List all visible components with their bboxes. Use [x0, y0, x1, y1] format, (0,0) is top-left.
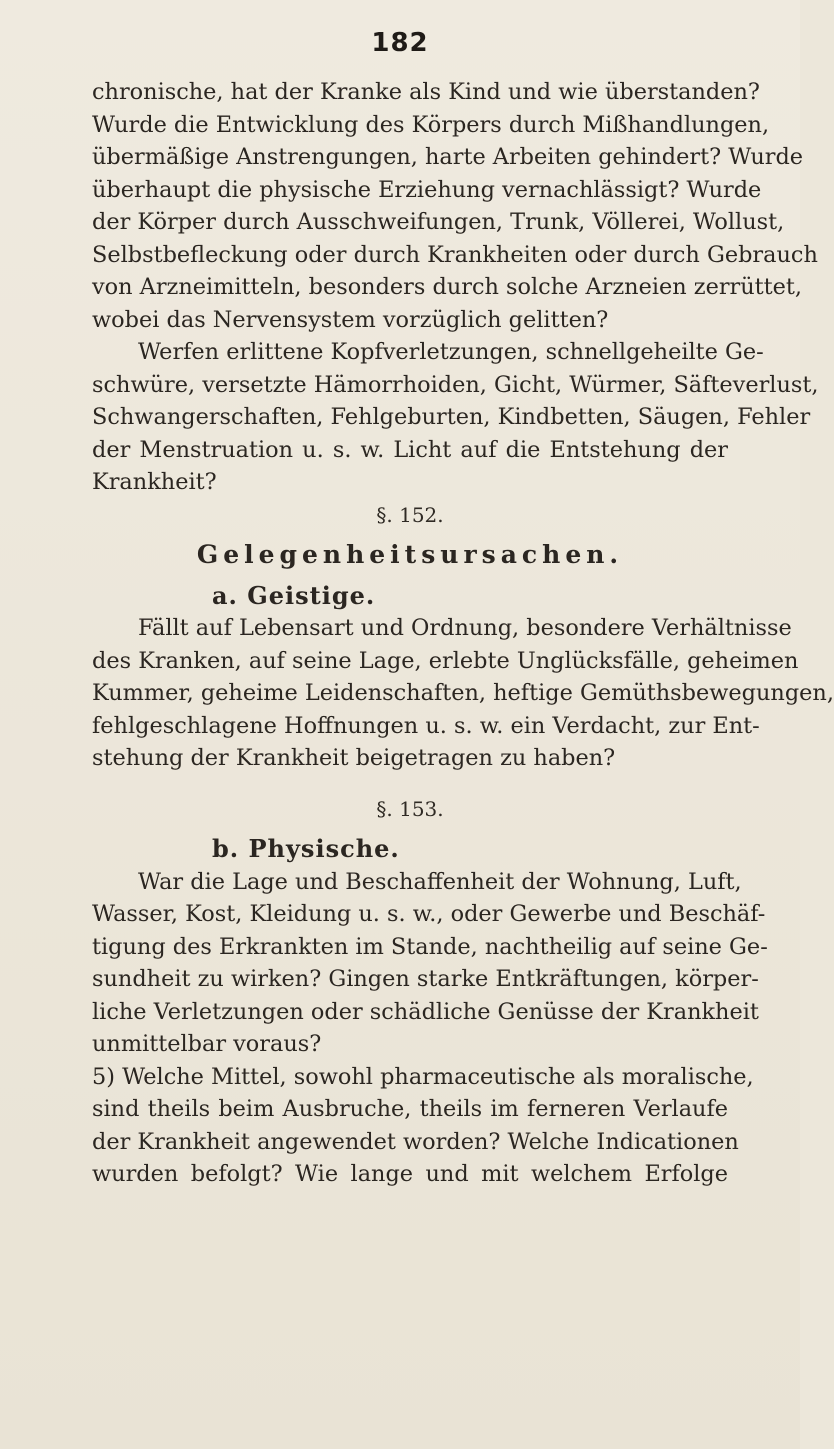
text-line: der Krankheit angewendet worden? Welche Indicationen	[92, 1128, 739, 1155]
text-line: überhaupt die physische Erziehung vernachlässigt? Wurde	[92, 176, 762, 203]
section-number: §. 153.	[376, 796, 444, 821]
text-line: übermäßige Anstrengungen, harte Arbeiten gehindert? Wurde	[92, 144, 804, 170]
text-line: tigung des Erkrankten im Stande, nachtheilig auf seine Ge-	[92, 933, 768, 960]
text-line: von Arzneimitteln, besonders durch solche Arzneien zerrüttet,	[92, 274, 803, 300]
text-line: liche Verletzungen oder schädliche Genüsse der Krankheit	[92, 998, 759, 1025]
subsection-heading: a. Geistige.	[212, 580, 376, 610]
text-line: War die Lage und Beschaffenheit der Wohnung, Luft,	[138, 868, 742, 895]
text-line: unmittelbar voraus?	[92, 1031, 322, 1057]
text-line: 5) Welche Mittel, sowohl pharmaceutische als moralische,	[92, 1063, 754, 1090]
page-number: 182	[371, 28, 429, 58]
text-line: der Menstruation u. s. w. Licht auf die Entstehung der	[92, 436, 728, 463]
page-body	[92, 76, 834, 1191]
text-line: Fällt auf Lebensart und Ordnung, besondere Verhältnisse	[138, 615, 792, 641]
text-line: des Kranken, auf seine Lage, erlebte Unglücksfälle, geheimen	[92, 647, 799, 674]
text-line: Schwangerschaften, Fehlgeburten, Kindbetten, Säugen, Fehler	[92, 404, 811, 430]
text-line: der Körper durch Ausschweifungen, Trunk, Völlerei, Wollust,	[92, 209, 785, 235]
text-line: chronische, hat der Kranke als Kind und wie überstanden?	[92, 79, 760, 105]
text-line: schwüre, versetzte Hämorrhoiden, Gicht, Würmer, Säfteverlust,	[92, 371, 819, 398]
text-line: Werfen erlittene Kopfverletzungen, schnellgeheilte Ge-	[138, 339, 764, 365]
section-heading: Gelegenheitsursachen.	[196, 540, 624, 569]
text-line: stehung der Krankheit beigetragen zu haben?	[92, 745, 616, 771]
text-line: wurden befolgt? Wie lange und mit welchem Erfolge	[92, 1161, 728, 1187]
subsection-heading: b. Physische.	[212, 834, 400, 863]
text-line: Krankheit?	[92, 469, 217, 495]
text-line: Wurde die Entwicklung des Körpers durch Mißhandlungen,	[92, 111, 770, 138]
text-line: Kummer, geheime Leidenschaften, heftige Gemüthsbewegungen,	[92, 680, 834, 706]
text-line: Wasser, Kost, Kleidung u. s. w., oder Gewerbe und Beschäf-	[92, 901, 766, 927]
text-line: Selbstbefleckung oder durch Krankheiten oder durch Gebrauch	[92, 241, 818, 268]
text-line: fehlgeschlagene Hoffnungen u. s. w. ein Verdacht, zur Ent-	[92, 712, 760, 739]
text-line: sundheit zu wirken? Gingen starke Entkräftungen, körper-	[92, 966, 759, 992]
section-number: §. 152.	[376, 502, 444, 527]
text-line: wobei das Nervensystem vorzüglich gelitten?	[92, 306, 609, 333]
text-line: sind theils beim Ausbruche, theils im ferneren Verlaufe	[92, 1096, 728, 1122]
